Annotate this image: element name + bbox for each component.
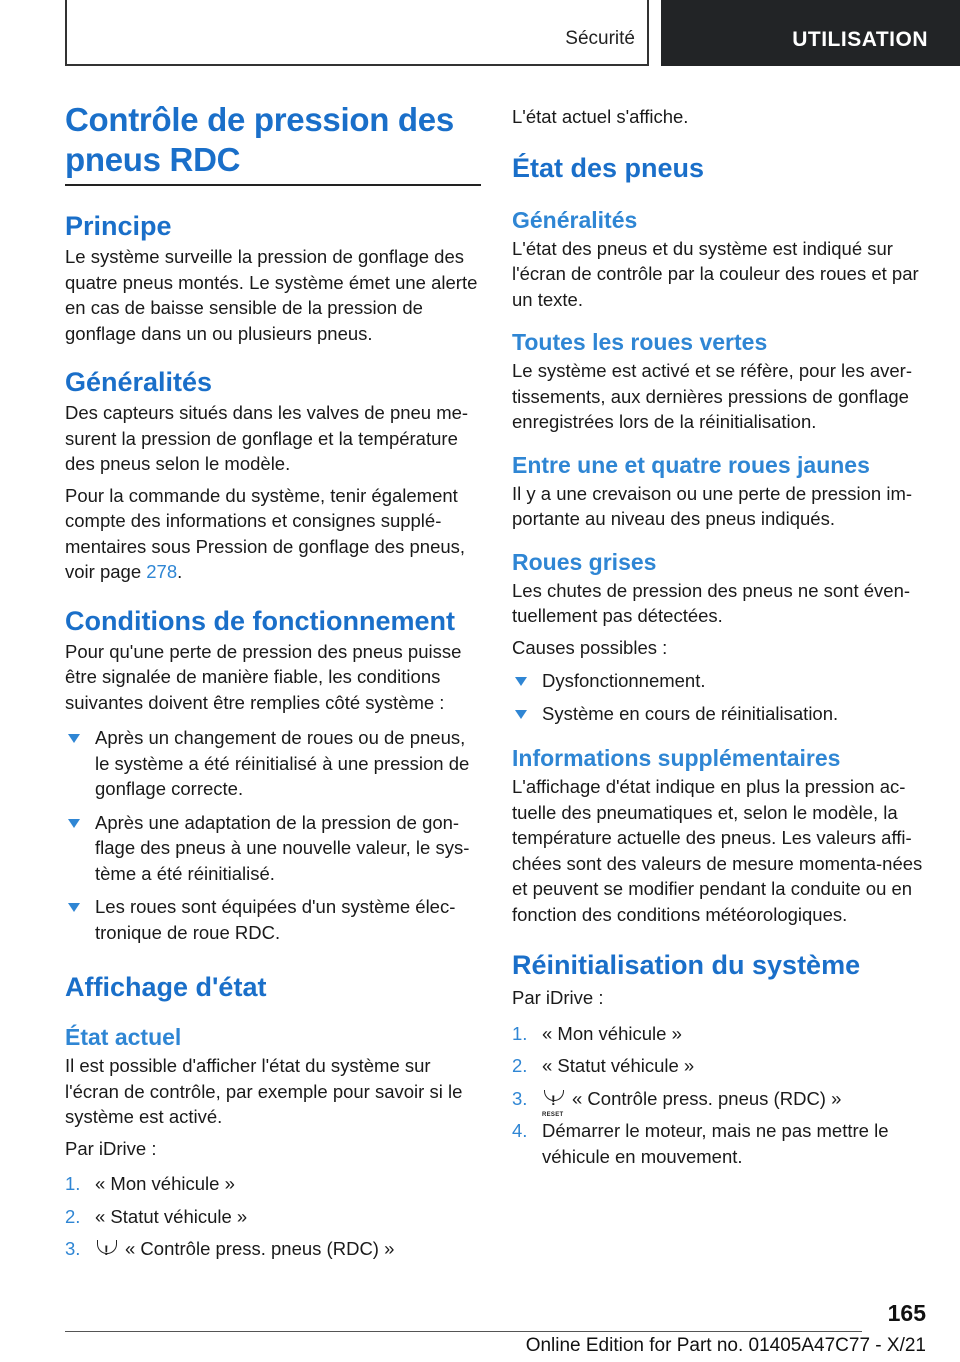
paragraph-etat-affiche: L'état actuel s'affiche. [512,106,689,127]
paragraph-generalites-pneus: L'état des pneus et du système est indiqué sur l'écran de contrôle par la couleur des roues et par un texte. [512,237,919,310]
header-section-box [65,0,649,66]
left-column [65,100,483,1262]
header-section-label: Sécurité [565,28,635,49]
tire-pressure-warning-icon: ! [95,1238,119,1258]
heading-roues-vertes: Toutes les roues vertes [512,329,768,355]
list-item: Dysfonctionnement. [512,668,927,694]
list-item: Les roues sont équipées d'un système élec-tronique de roue RDC. [65,894,483,945]
paragraph-conditions: Pour qu'une perte de pression des pneus puisse être signalée de manière fiable, les conditions suivantes doivent être remplies côté système : [65,640,462,713]
tire-pressure-reset-icon: ! RESET [542,1091,564,1118]
header-chapter-label: UTILISATION [792,28,928,51]
list-item: Système en cours de réinitialisation. [512,701,927,727]
list-item: 2. « Statut véhicule » [65,1205,248,1227]
heading-roues-jaunes: Entre une et quatre roues jaunes [512,451,870,478]
heading-etat-pneus: État des pneus [512,152,705,183]
footer-edition: Online Edition for Part no. 01405A47C77 - X/21 [525,1335,926,1356]
list-item: 1. « Mon véhicule » [512,1022,682,1044]
list-item: 3. ! « Contrôle press. pneus (RDC) » [65,1238,395,1259]
paragraph-causes: Causes possibles : [512,636,668,658]
list-item: 4. Démarrer le moteur, mais ne pas mettre le véhicule en mouvement. [512,1120,889,1167]
heading-etat-actuel: État actuel [65,1024,182,1050]
paragraph-generalites-1: Des capteurs situés dans les valves de pneu me-surent la pression de gonflage et la température des pneus selon le modèle. [65,402,469,474]
paragraph-roues-jaunes: Il y a une crevaison ou une perte de pression im-portante au niveau des pneus indiqués. [512,482,913,529]
heading-generalites-pneus: Généralités [512,206,638,233]
heading-informations: Informations supplémentaires [512,745,841,771]
footer-divider [65,1331,862,1332]
paragraph-informations: L'affichage d'état indique en plus la pression ac-tuelle des pneumatiques et, selon le modèle, la température actuelle des pneus. Les valeurs affi-chées sont des valeurs de mesure momenta-nées et peuvent se modifier pendant la conduite ou en fonction des conditions météorologiques. [512,776,923,925]
heading-conditions: Conditions de fonctionnement [65,605,455,636]
heading-roues-grises: Roues grises [512,548,657,575]
paragraph-roues-vertes: Le système est activé et se réfère, pour les aver-tissements, aux dernières pressions de gonflage enregistrées lors de la réinitialisation. [512,360,912,432]
list-item: 1. « Mon véhicule » [65,1173,235,1194]
list-item: Après une adaptation de la pression de gon-flage des pneus à une nouvelle valeur, le sys-tème a été réinitialisé. [65,810,483,887]
bullet-triangle-icon [68,903,80,912]
page-link-278[interactable]: 278 [146,561,178,582]
page-title: Contrôle de pression des pneus RDC [65,101,454,178]
paragraph-par-idrive-2: Par iDrive : [512,987,604,1008]
bullet-triangle-icon [68,734,80,743]
bullet-triangle-icon [515,710,527,719]
paragraph-principe: Le système surveille la pression de gonflage des quatre pneus montés. Le système émet une alerte en cas de baisse sensible de la pression de gonflage dans un ou plusieurs pneus. [65,246,478,344]
paragraph-roues-grises: Les chutes de pression des pneus ne sont éven-tuellement pas détectées. [512,579,911,626]
header-chapter-box [661,0,960,66]
heading-affichage: Affichage d'état [65,972,267,1002]
bullet-triangle-icon [68,819,80,828]
paragraph-par-idrive: Par iDrive : [65,1137,157,1159]
heading-reinitialisation: Réinitialisation du système [512,950,861,980]
paragraph-etat-actuel: Il est possible d'afficher l'état du système sur l'écran de contrôle, par exemple pour savoir si le système est activé. [65,1055,463,1127]
heading-generalites: Généralités [65,367,213,397]
list-item: 3. ! RESET « Contrôle press. pneus (RDC) » [512,1087,842,1118]
right-column [512,100,927,1169]
bullet-triangle-icon [515,677,527,686]
title-divider [65,184,481,186]
heading-principe: Principe [65,211,172,241]
paragraph-generalites-2: Pour la commande du système, tenir également compte des informations et consignes supplé-mentaires sous Pression de gonflage des pneus, voir page 278. [65,484,466,582]
page-number: 165 [887,1300,926,1326]
list-item: Après un changement de roues ou de pneus, le système a été réinitialisé à une pression de gonflage correcte. [65,725,483,802]
list-item: 2. « Statut véhicule » [512,1055,695,1076]
